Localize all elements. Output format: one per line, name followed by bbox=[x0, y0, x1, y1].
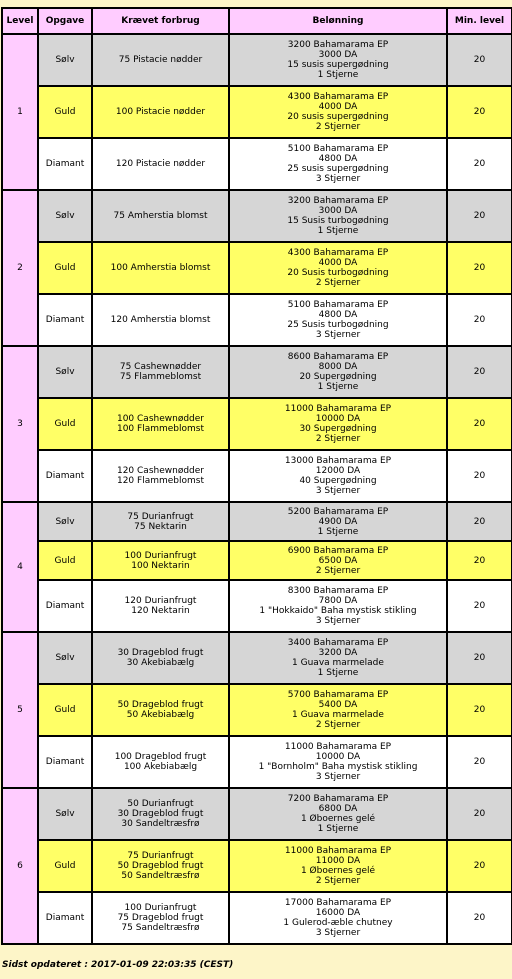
reward-cell bbox=[229, 736, 447, 788]
table-row bbox=[2, 242, 512, 294]
requirement-line: 30 Sandeltræsfrø bbox=[121, 819, 200, 829]
requirement-line: 30 Drageblod frugt bbox=[117, 648, 204, 658]
reward-line: 1 Stjerne bbox=[317, 824, 359, 834]
min-level-cell: 20 bbox=[447, 450, 512, 502]
requirement-cell bbox=[92, 788, 229, 840]
reward-line: 3 Stjerner bbox=[315, 616, 361, 626]
header-requirement: Krævet forbrug bbox=[92, 8, 229, 34]
min-level-cell: 20 bbox=[447, 346, 512, 398]
reward-line: 3200 Bahamarama EP bbox=[287, 40, 389, 50]
min-level-cell: 20 bbox=[447, 294, 512, 346]
reward-line: 20 Supergødning bbox=[299, 372, 377, 382]
requirement-line: 100 Nektarin bbox=[131, 560, 190, 571]
header-reward: Belønning bbox=[229, 8, 447, 34]
reward-line: 2 Stjerner bbox=[315, 565, 361, 576]
reward-line: 3000 DA bbox=[318, 50, 358, 60]
task-cell: Guld bbox=[38, 242, 92, 294]
reward-line: 16000 DA bbox=[315, 908, 361, 918]
requirement-cell bbox=[92, 736, 229, 788]
rewards-table bbox=[1, 7, 512, 945]
table-body bbox=[2, 34, 512, 944]
table-row bbox=[2, 788, 512, 840]
requirement-cell bbox=[92, 840, 229, 892]
reward-line: 1 Guava marmelade bbox=[292, 658, 384, 668]
table-row bbox=[2, 580, 512, 632]
requirement-cell bbox=[92, 34, 229, 86]
requirement-cell bbox=[92, 580, 229, 632]
requirement-line: 50 Sandeltræsfrø bbox=[121, 871, 200, 881]
reward-line: 2 Stjerner bbox=[315, 720, 361, 730]
reward-cell bbox=[229, 294, 447, 346]
task-cell: Diamant bbox=[38, 736, 92, 788]
reward-cell bbox=[229, 541, 447, 580]
task-cell: Sølv bbox=[38, 34, 92, 86]
requirement-line: 100 Durianfrugt bbox=[124, 550, 197, 561]
requirement-line: 30 Drageblod frugt bbox=[117, 809, 204, 819]
reward-cell bbox=[229, 580, 447, 632]
requirement-line: 100 Akebiabælg bbox=[123, 762, 198, 772]
reward-line: 1 Gulerod-æble chutney bbox=[283, 918, 393, 928]
reward-line: 12000 DA bbox=[315, 466, 361, 476]
table-row bbox=[2, 541, 512, 580]
reward-line: 15 Susis turbogødning bbox=[287, 216, 389, 226]
table-row bbox=[2, 346, 512, 398]
reward-cell bbox=[229, 502, 447, 541]
requirement-line: 120 Flammeblomst bbox=[116, 476, 204, 486]
reward-line: 3000 DA bbox=[318, 206, 358, 216]
reward-line: 3 Stjerner bbox=[315, 928, 361, 938]
task-cell: Sølv bbox=[38, 346, 92, 398]
reward-cell bbox=[229, 86, 447, 138]
requirement-cell bbox=[92, 190, 229, 242]
table-row bbox=[2, 450, 512, 502]
requirement-line: 75 Durianfrugt bbox=[127, 851, 194, 861]
reward-line: 4000 DA bbox=[318, 102, 358, 112]
requirement-cell bbox=[92, 502, 229, 541]
reward-cell bbox=[229, 788, 447, 840]
last-updated: Sidst opdateret : 2017-01-09 22:03:35 (CEST) bbox=[2, 960, 234, 970]
reward-cell bbox=[229, 346, 447, 398]
min-level-cell: 20 bbox=[447, 138, 512, 190]
reward-line: 10000 DA bbox=[315, 414, 361, 424]
task-cell: Guld bbox=[38, 398, 92, 450]
min-level-cell: 20 bbox=[447, 632, 512, 684]
reward-line: 25 Susis turbogødning bbox=[287, 320, 389, 330]
reward-line: 2 Stjerner bbox=[315, 278, 361, 288]
reward-line: 7800 DA bbox=[318, 596, 358, 606]
reward-line: 8600 Bahamarama EP bbox=[287, 352, 389, 362]
min-level-cell: 20 bbox=[447, 34, 512, 86]
requirement-line: 75 Durianfrugt bbox=[127, 511, 194, 522]
requirement-line: 30 Akebiabælg bbox=[126, 658, 195, 668]
min-level-cell: 20 bbox=[447, 398, 512, 450]
min-level-cell: 20 bbox=[447, 86, 512, 138]
reward-line: 5200 Bahamarama EP bbox=[287, 506, 389, 517]
reward-line: 4900 DA bbox=[318, 516, 358, 527]
reward-line: 6500 DA bbox=[318, 555, 358, 566]
reward-line: 15 susis supergødning bbox=[287, 60, 389, 70]
table-row bbox=[2, 736, 512, 788]
level-cell: 6 bbox=[2, 788, 38, 944]
requirement-cell bbox=[92, 294, 229, 346]
level-cell: 3 bbox=[2, 346, 38, 502]
reward-line: 1 Stjerne bbox=[317, 668, 359, 678]
task-cell: Diamant bbox=[38, 892, 92, 944]
requirement-line: 75 Amherstia blomst bbox=[113, 211, 208, 221]
requirement-line: 75 Sandeltræsfrø bbox=[121, 923, 200, 933]
requirement-line: 50 Drageblod frugt bbox=[117, 861, 204, 871]
reward-line: 1 Øboernes gelé bbox=[300, 866, 376, 876]
min-level-cell: 20 bbox=[447, 502, 512, 541]
reward-line: 11000 Bahamarama EP bbox=[284, 846, 392, 856]
table-row bbox=[2, 86, 512, 138]
reward-line: 10000 DA bbox=[315, 752, 361, 762]
task-cell: Sølv bbox=[38, 632, 92, 684]
reward-line: 2 Stjerner bbox=[315, 122, 361, 132]
level-cell: 1 bbox=[2, 34, 38, 190]
reward-line: 7200 Bahamarama EP bbox=[287, 794, 389, 804]
requirement-line: 120 Durianfrugt bbox=[124, 596, 197, 606]
task-cell: Sølv bbox=[38, 502, 92, 541]
reward-cell bbox=[229, 840, 447, 892]
task-cell: Guld bbox=[38, 86, 92, 138]
requirement-cell bbox=[92, 398, 229, 450]
task-cell: Guld bbox=[38, 840, 92, 892]
reward-line: 8300 Bahamarama EP bbox=[287, 586, 389, 596]
reward-line: 1 Øboernes gelé bbox=[300, 814, 376, 824]
min-level-cell: 20 bbox=[447, 736, 512, 788]
min-level-cell: 20 bbox=[447, 788, 512, 840]
task-cell: Sølv bbox=[38, 190, 92, 242]
requirement-line: 75 Nektarin bbox=[134, 521, 187, 532]
reward-line: 3 Stjerner bbox=[315, 486, 361, 496]
header-row bbox=[2, 8, 512, 34]
min-level-cell: 20 bbox=[447, 190, 512, 242]
reward-cell bbox=[229, 190, 447, 242]
reward-cell bbox=[229, 242, 447, 294]
requirement-line: 100 Drageblod frugt bbox=[114, 752, 207, 762]
reward-line: 5700 Bahamarama EP bbox=[287, 690, 389, 700]
requirement-line: 100 Pistacie nødder bbox=[115, 107, 206, 117]
reward-line: 4800 DA bbox=[318, 154, 358, 164]
min-level-cell: 20 bbox=[447, 840, 512, 892]
reward-cell bbox=[229, 632, 447, 684]
reward-cell bbox=[229, 892, 447, 944]
header-level: Level bbox=[2, 8, 38, 34]
min-level-cell: 20 bbox=[447, 892, 512, 944]
reward-cell bbox=[229, 398, 447, 450]
reward-line: 11000 DA bbox=[315, 856, 361, 866]
level-cell: 4 bbox=[2, 502, 38, 632]
reward-line: 8000 DA bbox=[318, 362, 358, 372]
reward-line: 4300 Bahamarama EP bbox=[287, 248, 389, 258]
reward-line: 20 Susis turbogødning bbox=[287, 268, 389, 278]
reward-line: 13000 Bahamarama EP bbox=[284, 456, 392, 466]
requirement-cell bbox=[92, 242, 229, 294]
reward-line: 1 Stjerne bbox=[317, 382, 359, 392]
requirement-cell bbox=[92, 632, 229, 684]
reward-cell bbox=[229, 450, 447, 502]
reward-line: 2 Stjerner bbox=[315, 434, 361, 444]
task-cell: Guld bbox=[38, 541, 92, 580]
reward-cell bbox=[229, 34, 447, 86]
reward-line: 4800 DA bbox=[318, 310, 358, 320]
task-cell: Guld bbox=[38, 684, 92, 736]
requirement-line: 120 Amherstia blomst bbox=[110, 315, 211, 325]
requirement-line: 75 Drageblod frugt bbox=[117, 913, 204, 923]
task-cell: Sølv bbox=[38, 788, 92, 840]
level-cell: 5 bbox=[2, 632, 38, 788]
requirement-line: 75 Flammeblomst bbox=[119, 372, 202, 382]
reward-line: 5100 Bahamarama EP bbox=[287, 300, 389, 310]
reward-line: 6800 DA bbox=[318, 804, 358, 814]
task-cell: Diamant bbox=[38, 138, 92, 190]
reward-line: 3 Stjerner bbox=[315, 772, 361, 782]
table-row bbox=[2, 840, 512, 892]
task-cell: Diamant bbox=[38, 580, 92, 632]
min-level-cell: 20 bbox=[447, 684, 512, 736]
reward-line: 4300 Bahamarama EP bbox=[287, 92, 389, 102]
reward-cell bbox=[229, 684, 447, 736]
reward-line: 17000 Bahamarama EP bbox=[284, 898, 392, 908]
table-row bbox=[2, 892, 512, 944]
table-row bbox=[2, 398, 512, 450]
reward-line: 4000 DA bbox=[318, 258, 358, 268]
reward-line: 3200 DA bbox=[318, 648, 358, 658]
reward-line: 11000 Bahamarama EP bbox=[284, 404, 392, 414]
reward-line: 2 Stjerner bbox=[315, 876, 361, 886]
requirement-cell bbox=[92, 138, 229, 190]
requirement-line: 100 Amherstia blomst bbox=[110, 263, 211, 273]
level-cell: 2 bbox=[2, 190, 38, 346]
table-row bbox=[2, 190, 512, 242]
table-row bbox=[2, 34, 512, 86]
requirement-line: 100 Cashewnødder bbox=[116, 414, 204, 424]
reward-line: 25 susis supergødning bbox=[287, 164, 389, 174]
table-row bbox=[2, 684, 512, 736]
table-row bbox=[2, 632, 512, 684]
min-level-cell: 20 bbox=[447, 242, 512, 294]
task-cell: Diamant bbox=[38, 294, 92, 346]
reward-line: 40 Supergødning bbox=[299, 476, 377, 486]
requirement-cell bbox=[92, 86, 229, 138]
requirement-line: 100 Flammeblomst bbox=[116, 424, 204, 434]
header-min-level: Min. level bbox=[447, 8, 512, 34]
min-level-cell: 20 bbox=[447, 541, 512, 580]
requirement-cell bbox=[92, 346, 229, 398]
table-row bbox=[2, 294, 512, 346]
reward-line: 3 Stjerner bbox=[315, 174, 361, 184]
reward-line: 5400 DA bbox=[318, 700, 358, 710]
reward-line: 3400 Bahamarama EP bbox=[287, 638, 389, 648]
reward-line: 11000 Bahamarama EP bbox=[284, 742, 392, 752]
min-level-cell: 20 bbox=[447, 580, 512, 632]
requirement-line: 120 Cashewnødder bbox=[116, 466, 204, 476]
requirement-cell bbox=[92, 892, 229, 944]
reward-line: 1 Stjerne bbox=[317, 526, 359, 537]
reward-cell bbox=[229, 138, 447, 190]
reward-line: 1 Guava marmelade bbox=[292, 710, 384, 720]
reward-line: 1 "Hokkaido" Baha mystisk stikling bbox=[259, 606, 417, 616]
reward-line: 30 Supergødning bbox=[299, 424, 377, 434]
requirement-line: 120 Pistacie nødder bbox=[115, 159, 206, 169]
table-row bbox=[2, 502, 512, 541]
header-task: Opgave bbox=[38, 8, 92, 34]
task-cell: Diamant bbox=[38, 450, 92, 502]
requirement-line: 50 Drageblod frugt bbox=[117, 700, 204, 710]
requirement-line: 50 Akebiabælg bbox=[126, 710, 195, 720]
requirement-line: 50 Durianfrugt bbox=[127, 799, 194, 809]
reward-line: 6900 Bahamarama EP bbox=[287, 545, 389, 556]
reward-line: 1 "Bornholm" Baha mystisk stikling bbox=[258, 762, 418, 772]
requirement-line: 75 Cashewnødder bbox=[119, 362, 202, 372]
reward-line: 1 Stjerne bbox=[317, 70, 359, 80]
reward-line: 3 Stjerner bbox=[315, 330, 361, 340]
requirement-line: 120 Nektarin bbox=[131, 606, 190, 616]
reward-line: 3200 Bahamarama EP bbox=[287, 196, 389, 206]
requirement-cell bbox=[92, 450, 229, 502]
requirement-cell bbox=[92, 684, 229, 736]
reward-line: 20 susis supergødning bbox=[287, 112, 389, 122]
reward-line: 1 Stjerne bbox=[317, 226, 359, 236]
requirement-line: 75 Pistacie nødder bbox=[118, 55, 203, 65]
reward-line: 5100 Bahamarama EP bbox=[287, 144, 389, 154]
requirement-cell bbox=[92, 541, 229, 580]
requirement-line: 100 Durianfrugt bbox=[124, 903, 197, 913]
table-row bbox=[2, 138, 512, 190]
